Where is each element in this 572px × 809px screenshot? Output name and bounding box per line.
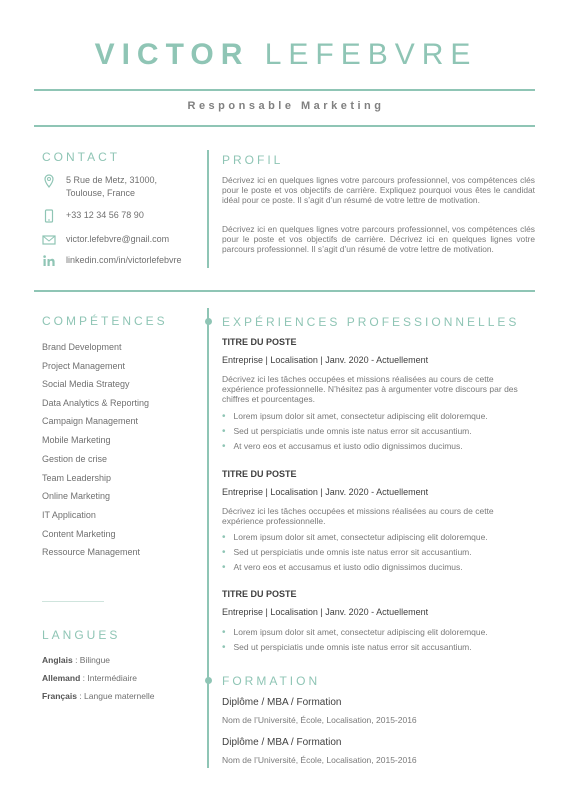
language-level: : Langue maternelle [76,691,155,701]
job-1-bullet: • At vero eos et accusamus et iusto odio dignissimos ducimus. [222,441,463,452]
language-item [42,655,110,665]
profile-heading: PROFIL [222,153,284,167]
first-name: VICTOR [94,38,250,71]
job-2-bullet: • Lorem ipsum dolor sit amet, consectetur adipiscing elit doloremque. [222,532,488,543]
job-1-title: TITRE DU POSTE [222,337,297,347]
profile-paragraph-1: Décrivez ici en quelques lignes votre parcours professionnel, vos compétences clés pour le poste et vos objectifs de carrière. Expliquez pourquoi vous êtes le candidat idéal pour ce poste. Il s’agit d’un résumé de votre lettre de motivation. [222,175,535,205]
job-2-description: Décrivez ici les tâches occupées et missions réalisées au cours de cette expérience professionnelle. [222,506,494,526]
skill-item: Content Marketing [42,529,116,539]
contact-heading: CONTACT [42,150,121,164]
skill-item: Online Marketing [42,491,111,501]
job-2-title: TITRE DU POSTE [222,469,297,479]
job-2-bullet: • Sed ut perspiciatis unde omnis iste natus error sit accusantium. [222,547,472,558]
profile-paragraph-2: Décrivez ici en quelques lignes votre parcours professionnel, vos compétences clés pour le poste et vos objectifs de carrière. Décrivez ici en quelques lignes votre parcours professionnel. Il s’agit d’un résumé de votre lettre de motivation. [222,224,535,254]
phone-text: +33 12 34 56 78 90 [66,210,144,220]
education-1-subtitle: Nom de l’Université, École, Localisation, 2015-2016 [222,715,417,725]
skill-item: Project Management [42,361,126,371]
address-line2: Toulouse, France [66,188,136,198]
job-1-meta: Entreprise | Localisation | Janv. 2020 - Actuellement [222,355,429,365]
section-rule [34,290,535,292]
address-line1: 5 Rue de Metz, 31000, [66,175,158,185]
experience-heading: EXPÉRIENCES PROFESSIONNELLES [222,315,520,329]
job-3-title: TITRE DU POSTE [222,589,297,599]
languages-heading: LANGUES [42,628,121,642]
education-2-subtitle: Nom de l’Université, École, Localisation, 2015-2016 [222,755,417,765]
skill-item: Data Analytics & Reporting [42,398,150,408]
header-bottom-rule [34,125,535,127]
skill-item: Brand Development [42,342,122,352]
job-3-bullet: • Sed ut perspiciatis unde omnis iste natus error sit accusantium. [222,642,472,653]
job-3-bullet: • Lorem ipsum dolor sit amet, consectetur adipiscing elit doloremque. [222,627,488,638]
language-name: Français [42,691,77,701]
skill-item: Campaign Management [42,416,139,426]
job-3-meta: Entreprise | Localisation | Janv. 2020 - Actuellement [222,607,429,617]
education-1-title: Diplôme / MBA / Formation [222,697,342,708]
email-icon [42,233,56,247]
job-1-bullet: • Sed ut perspiciatis unde omnis iste natus error sit accusantium. [222,426,472,437]
candidate-name [0,38,572,72]
job-2-bullet: • At vero eos et accusamus et iusto odio dignissimos ducimus. [222,562,463,573]
timeline-line [207,308,209,768]
location-icon [42,174,56,188]
education-heading: FORMATION [222,674,321,688]
phone-icon [42,209,56,223]
language-name: Allemand [42,673,81,683]
contact-address [42,174,157,200]
skill-item: Team Leadership [42,473,112,483]
job-1-description: Décrivez ici les tâches occupées et missions réalisées au cours de cette expérience professionnelle. N’hésitez pas à argumenter votre discours par des chiffres et pourcentages. [222,374,518,404]
skills-heading: COMPÉTENCES [42,314,168,328]
skill-item: IT Application [42,510,96,520]
skill-item: Mobile Marketing [42,435,111,445]
job-2-meta: Entreprise | Localisation | Janv. 2020 - Actuellement [222,487,429,497]
job-title: Responsable Marketing [187,100,385,112]
language-level: : Intermédiaire [80,673,137,683]
timeline-dot-experience [205,318,212,325]
last-name: LEFEBVRE [264,38,478,71]
language-item [42,691,154,701]
contact-email[interactable] [42,233,169,247]
contact-linkedin[interactable] [42,254,182,268]
header-top-rule [34,89,535,91]
linkedin-text[interactable]: linkedin.com/in/victorlefebvre [66,255,182,265]
skills-separator [42,601,104,602]
language-level: : Bilingue [72,655,111,665]
profile-divider [207,150,209,268]
skill-item: Social Media Strategy [42,379,130,389]
language-item [42,673,137,683]
contact-phone [42,209,144,223]
language-name: Anglais [42,655,73,665]
job-1-bullet: • Lorem ipsum dolor sit amet, consectetur adipiscing elit doloremque. [222,411,488,422]
skill-item: Ressource Management [42,547,141,557]
education-2-title: Diplôme / MBA / Formation [222,737,342,748]
timeline-dot-education [205,677,212,684]
email-text[interactable]: victor.lefebvre@gnail.com [66,234,170,244]
linkedin-icon [42,254,56,268]
skill-item: Gestion de crise [42,454,108,464]
